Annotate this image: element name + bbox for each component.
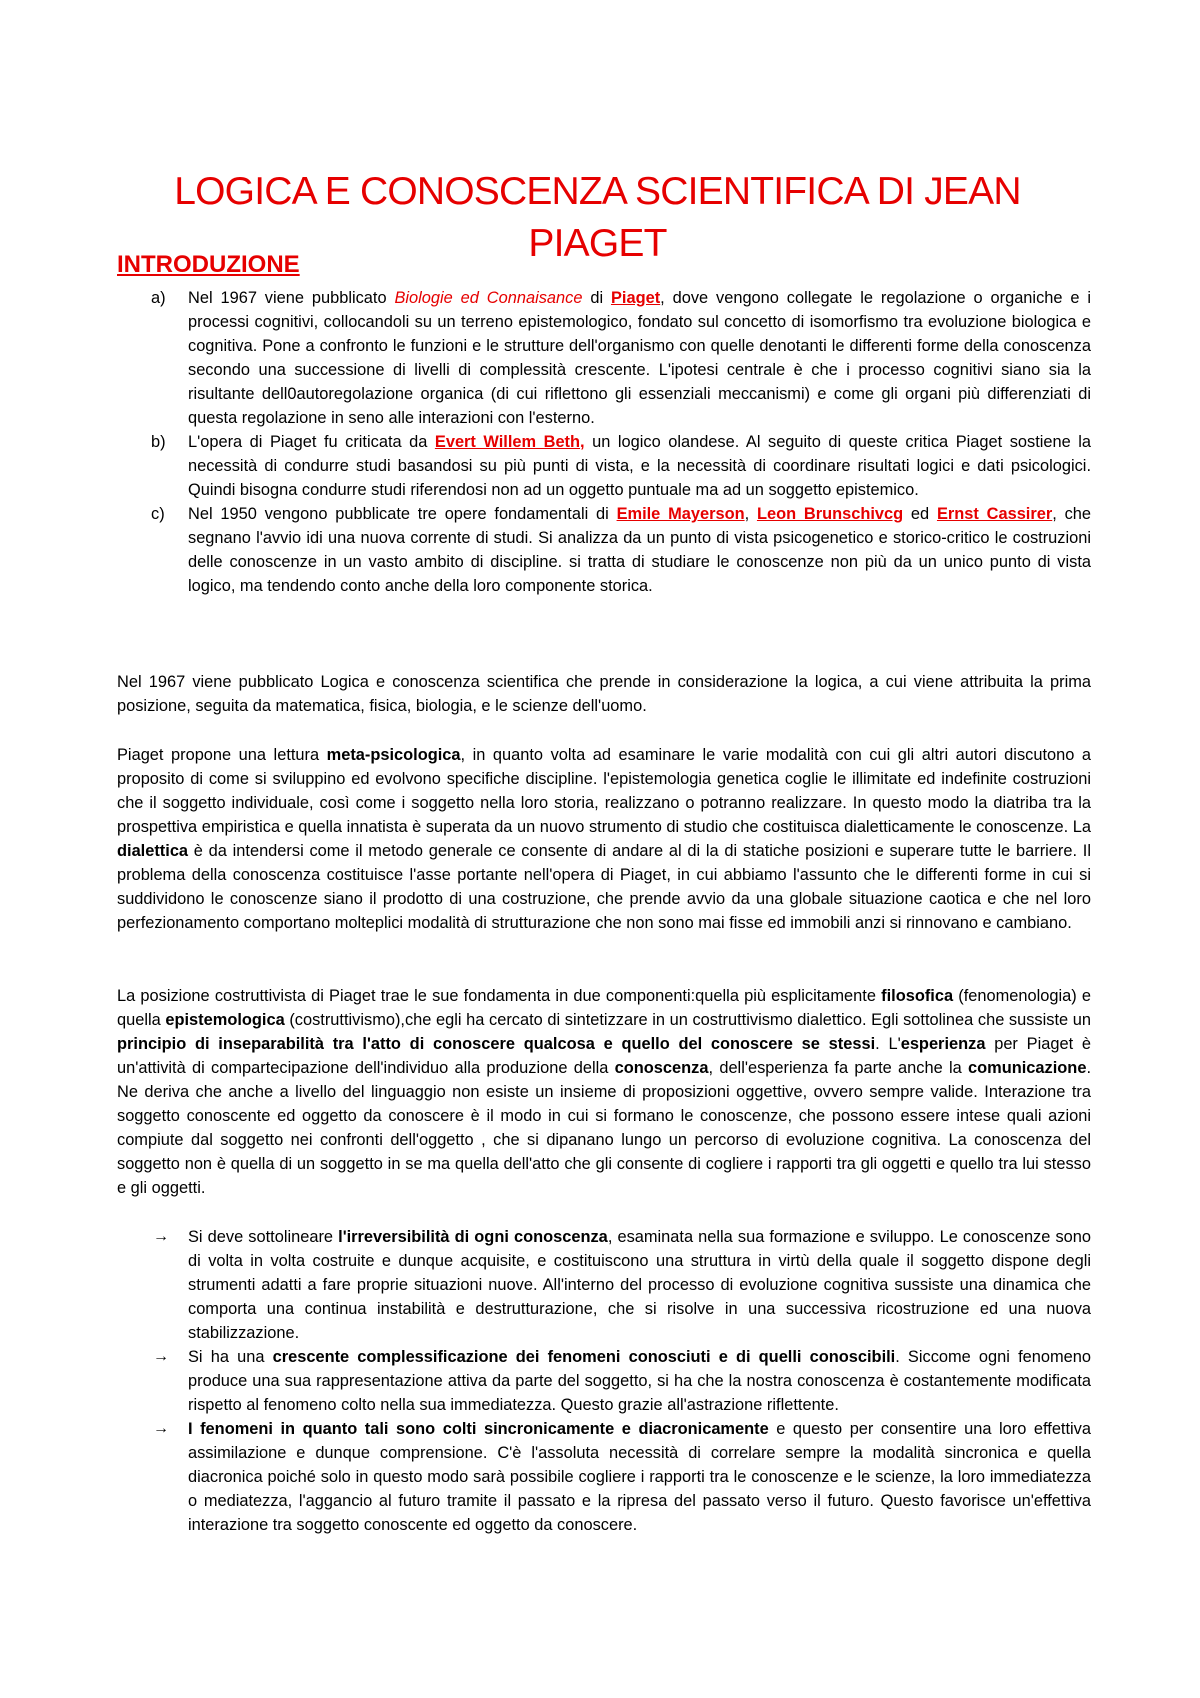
text-run: . Siccome ogni fenomeno produce una sua rappresentazione attiva da parte del soggetto, si ha che la nostra conoscenza è costantemente modificata rispetto al fenomeno colto nella sua immediatezza. Questo grazie all'astrazione riflettente.: [188, 1348, 1091, 1414]
text-run: e questo per consentire una loro effettiva assimilazione e dunque comprensione. C'è l'assoluta necessità di correlare sempre la modalità sincronica e quella diacronica poiché solo in questo modo sarà possibile cogliere i rapporti tra le conoscenze e le scienze, la loro immediatezza o mediatezza, l'aggancio al futuro tramite il passato e la ripresa del passato verso il futuro. Questo favorisce un'effettiva interazione tra soggetto conoscente ed oggetto da conoscere.: [188, 1420, 1091, 1534]
intro-item-c: [117, 502, 1091, 598]
arrow-item-complessificazione: [117, 1345, 1091, 1417]
text-run: è da intendersi come il metodo generale ce consente di andare al di la di statiche posizioni e superare tutte le barriere. Il problema della conoscenza costituisce l'asse portante nell'opera di Piaget, in cui abbiamo l'assunto che le differenti forme in cui si suddividono le conoscenze siano il prodotto di una costruzione, che prende avvio da una globale situazione caotica e che nel loro perfezionamento comportano molteplici modalità di strutturazione che non sono mai fisse ed immobili anzi si rinnovano e cambiano.: [117, 842, 1091, 932]
arrow-icon: →: [153, 1420, 169, 1437]
author-link-brunschivcg[interactable]: Leon Brunschivcg: [756, 505, 904, 523]
author-link-piaget[interactable]: Piaget: [610, 289, 661, 307]
text-run: , in quanto volta ad esaminare le varie modalità con cui gli altri autori discutono a proposito di come si sviluppino ed evolvono specifiche discipline. l'epistemologia genetica coglie le illimitate ed indefinite costruzioni che il soggetto individuale, così come i soggetto nella loro storia, realizzano o potranno realizzare. In questo modo la diatriba tra la prospettiva empiristica e quella innatista è superata da un nuovo strumento di studio che costituisca dialetticamente le conoscenze. La: [117, 746, 1091, 836]
arrow-item-irreversibilita: [117, 1225, 1091, 1345]
text-run: , esaminata nella sua formazione e sviluppo. Le conoscenze sono di volta in volta costruite e dunque acquisite, e costituiscono una struttura in virtù della quale il soggetto dispone degli strumenti adatti a fare proprie situazioni nuove. All'interno del processo di evoluzione cognitiva sussiste una dinamica che comporta una continua instabilità e destrutturazione, che si risolve in una successiva ricostruzione ed una nuova stabilizzazione.: [188, 1228, 1092, 1342]
arrow-icon: →: [153, 1228, 169, 1245]
list-marker: c): [151, 505, 165, 523]
text-run: Si deve sottolineare: [188, 1228, 339, 1246]
text-run: L'opera di Piaget fu criticata da: [188, 433, 435, 451]
text-run: , dell'esperienza fa parte anche la: [708, 1059, 969, 1077]
paragraph-logica: Nel 1967 viene pubblicato Logica e conoscenza scientifica che prende in considerazione la logica, a cui viene attribuita la prima posizione, seguita da matematica, fisica, biologia, e le scienze dell'uomo.: [117, 673, 1091, 715]
bold-term: I fenomeni in quanto tali sono colti sincronicamente e diacronicamente: [188, 1420, 769, 1438]
text-run: per Piaget è un'attività di compartecipazione dell'individuo alla produzione della: [117, 1035, 1091, 1077]
author-link-mayerson[interactable]: Emile Mayerson: [616, 505, 745, 523]
text-run: Nel 1950 vengono pubblicate tre opere fondamentali di: [188, 505, 617, 523]
text-run: , dove vengono collegate le regolazione o organiche e i processi cognitivi, collocandoli su un terreno epistemologico, fondato sul concetto di isomorfismo tra evoluzione biologica e cognitiva. Pone a confronto le funzioni e le strutture dell'organismo con quelle denotanti le differenti forme della conoscenza secondo una successione di livelli di complessità crescente. L'ipotesi centrale è che i processo cognitivi siano sia la risultante dell0autoregolazione organica (di cui riflettono gli essenziali meccanismi) e come gli organi più differenziati di questa regolazione in seno alle interazioni con l'esterno.: [188, 289, 1091, 427]
text-run: , che segnano l'avvio idi una nuova corrente di studi. Si analizza da un punto di vista psicogenetico e storico-critico le costruzioni delle conoscenze in un vasto ambito di discipline. si tratta di studiare le conoscenze non più da un unico punto di vista logico, ma tendendo conto anche della loro componente storica.: [188, 505, 1092, 595]
paragraph-meta-psicologica: [117, 743, 1091, 935]
paragraph-costruttivista: [117, 984, 1091, 1200]
author-link-cassirer[interactable]: Ernst Cassirer: [936, 505, 1053, 523]
list-marker: b): [151, 433, 166, 451]
text-run: Si ha una: [188, 1348, 273, 1366]
bold-term: filosofica: [881, 987, 954, 1005]
text-run: Nel 1967 viene pubblicato: [188, 289, 395, 307]
arrow-item-fenomeni: [117, 1417, 1091, 1537]
text-run: ed: [903, 505, 937, 523]
text-run: di: [582, 289, 611, 307]
text-run: . Ne deriva che anche a livello del linguaggio non esiste un insieme di proposizioni oggettive, ovvero sempre valide. Interazione tra soggetto conoscente ed oggetto da conoscere è il modo in cui si formano le conoscenze, che possono essere intese quali azioni compiute dal soggetto nei confronti dell'oggetto , che si dipanano lungo un percorso di evoluzione cognitiva. La conoscenza del soggetto non è quella di un soggetto in se ma quella dell'atto che gli consente di cogliere i rapporti tra gli oggetti e quello tra lui stesso e gli oggetti.: [117, 1059, 1091, 1197]
bold-term: meta-psicologica: [326, 746, 461, 764]
intro-list: [117, 286, 1091, 598]
arrow-list: [117, 1225, 1091, 1537]
section-heading-introduzione: INTRODUZIONE: [117, 251, 300, 278]
text-run: Piaget propone una lettura: [117, 746, 327, 764]
intro-item-a: [117, 286, 1091, 430]
text-run: ,: [744, 505, 757, 523]
bold-term: principio di inseparabilità tra l'atto di conoscere qualcosa e quello del conoscere se stessi: [117, 1035, 876, 1053]
book-title: Biologie ed Connaisance: [394, 289, 583, 307]
intro-item-b: [117, 430, 1091, 502]
bold-term: esperienza: [900, 1035, 986, 1053]
bold-term: dialettica: [117, 842, 189, 860]
bold-term: comunicazione: [968, 1059, 1087, 1077]
author-link-beth[interactable]: Evert Willem Beth,: [434, 433, 585, 451]
arrow-icon: →: [153, 1348, 169, 1365]
bold-term: l'irreversibilità di ogni conoscenza: [338, 1228, 608, 1246]
list-marker: a): [151, 289, 166, 307]
bold-term: crescente complessificazione dei fenomeni conosciuti e di quelli conoscibili: [272, 1348, 896, 1366]
text-run: (fenomenologia) e quella: [117, 987, 1092, 1029]
text-run: (costruttivismo),che egli ha cercato di sintetizzare in un costruttivismo dialettico. Egli sottolinea che sussiste un: [284, 1011, 1091, 1029]
bold-term: epistemologica: [165, 1011, 285, 1029]
text-run: un logico olandese. Al seguito di queste critica Piaget sostiene la necessità di condurre studi basandosi su più punti di vista, e la necessità di coordinare risultati logici e dati psicologici. Quindi bisogna condurre studi riferendosi non ad un oggetto puntuale ma ad un soggetto epistemico.: [188, 433, 1092, 499]
text-run: La posizione costruttivista di Piaget trae le sue fondamenta in due componenti:quella più esplicitamente: [117, 987, 882, 1005]
page-title: LOGICA E CONOSCENZA SCIENTIFICA DI JEAN PIAGET: [174, 170, 1021, 266]
text-run: . L': [875, 1035, 901, 1053]
bold-term: conoscenza: [614, 1059, 709, 1077]
